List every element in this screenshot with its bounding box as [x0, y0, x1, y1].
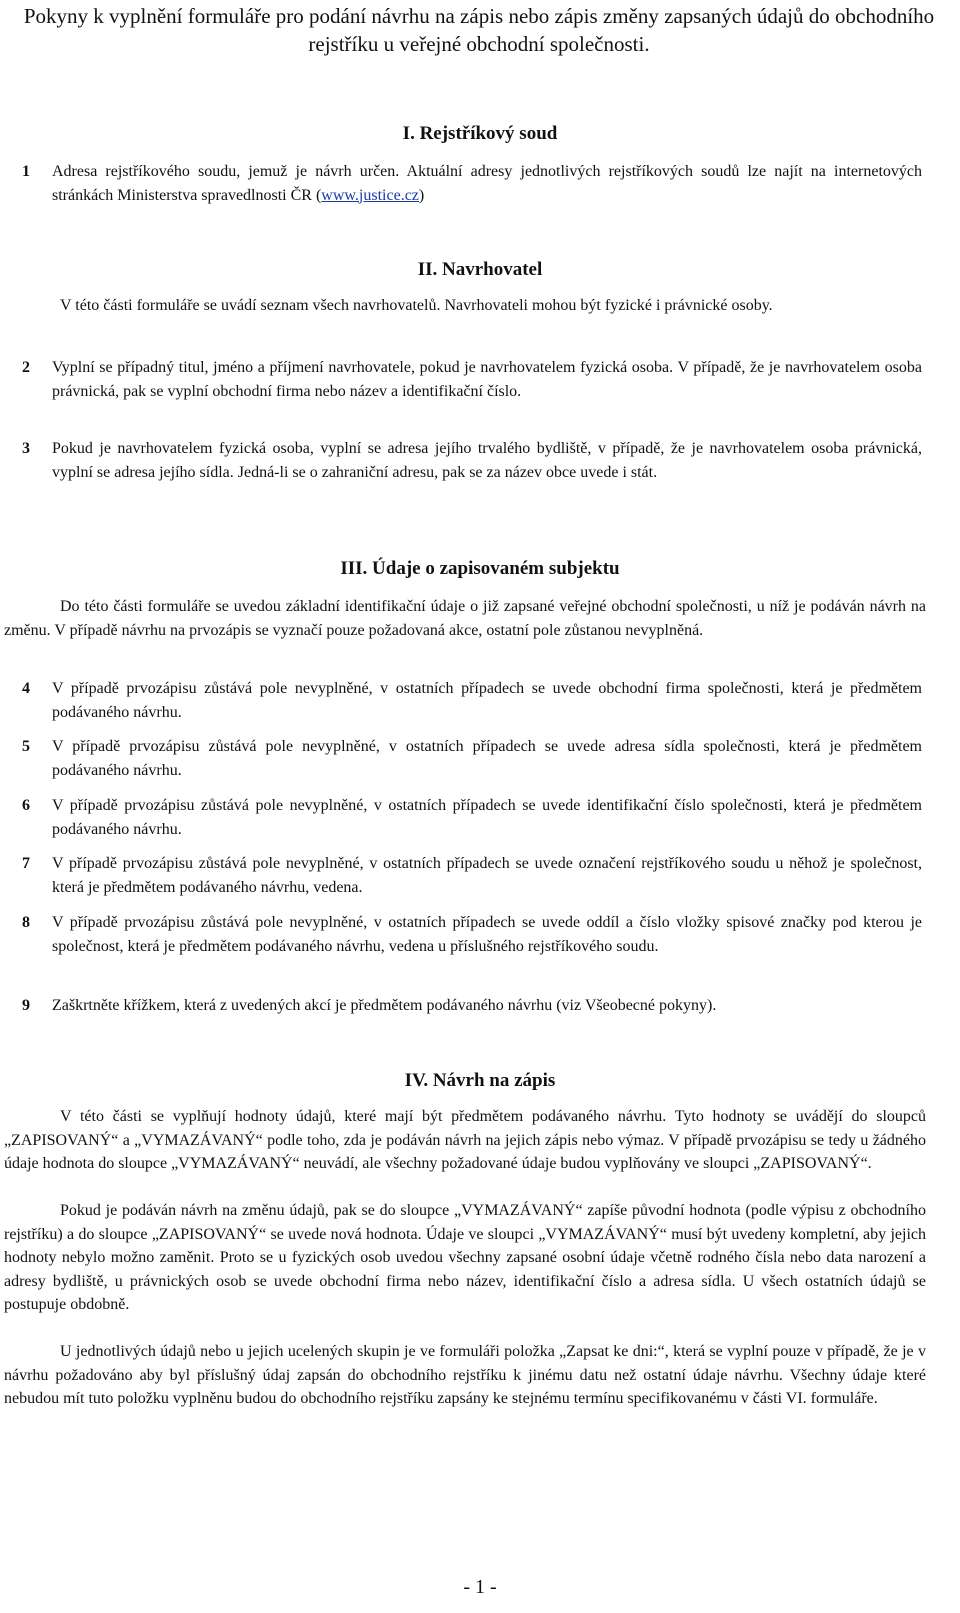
item-number: 7 [22, 855, 30, 872]
justice-link[interactable]: www.justice.cz [321, 186, 419, 204]
section-intro-udaje: Do této části formuláře se uvedou základní identifikační údaje o již zapsané veřejné obchodní společnosti, u níž je podáván návrh na změnu. V případě návrhu na prvozápis se vyznačí pouze požadovaná akce, ostatní pole zůstanou nevyplněná. [4, 598, 926, 639]
item-number: 9 [22, 997, 30, 1014]
item-text-8: V případě prvozápisu zůstává pole nevyplněné, v ostatních případech se uvede oddíl a číslo vložky spisové značky pod kterou je společnost, která je předmětem podávaného návrhu, vedena u příslušného rejstříkového soudu. [52, 914, 922, 955]
item-text-4: V případě prvozápisu zůstává pole nevyplněné, v ostatních případech se uvede obchodní firma společnosti, která je předmětem podávaného návrhu. [52, 680, 922, 721]
paragraph-2: Pokud je podáván návrh na změnu údajů, pak se do sloupce „VYMAZÁVANÝ“ zapíše původní hodnota (podle výpisu z obchodního rejstříku) a do sloupce „ZAPISOVANÝ“ se uvede nová hodnota. Údaje ve sloupci „VYMAZÁVANÝ“ musí být uvedeny kompletní, aby jejich hodnoty nebylo možno zaměnit. Proto se u fyzických osob uvedou všechny zapsané osobní údaje včetně rodného čísla nebo data narození a adresy bydliště, u právnických osob se uvede obchodní firma nebo název, identifikační číslo a adresa sídla. U všech ostatních údajů se postupuje obdobně. [4, 1202, 926, 1313]
item-text-6: V případě prvozápisu zůstává pole nevyplněné, v ostatních případech se uvede identifikační číslo společnosti, která je předmětem podávaného návrhu. [52, 797, 922, 838]
item-text-3: Pokud je navrhovatelem fyzická osoba, vyplní se adresa jejího trvalého bydliště, v případě, že je navrhovatelem osoba právnická, vyplní se adresa jejího sídla. Jedná-li se o zahraniční adresu, pak se za název obce uvede i stát. [52, 440, 922, 481]
section-heading-udaje: III. Údaje o zapisovaném subjektu [340, 558, 620, 579]
item-number: 1 [22, 163, 30, 180]
section-heading-navrh-na-zapis: IV. Návrh na zápis [404, 1070, 556, 1091]
item-text-9: Zaškrtněte křížkem, která z uvedených akcí je předmětem podávaného návrhu (viz Všeobecné pokyny). [52, 997, 717, 1014]
item-number: 6 [22, 797, 30, 814]
paragraph-3: U jednotlivých údajů nebo u jejich ucelených skupin je ve formuláři položka „Zapsat ke dni:“, která se vyplní pouze v případě, že je v návrhu požadováno aby byl příslušný údaj zapsán do obchodního rejstříku k jinému datu než ostatní údaje návrhu. Všechny údaje které nebudou mít tuto položku vyplněnu budou do obchodního rejstříku zapsány ke stejnému termínu specifikovanému v části VI. formuláře. [4, 1343, 926, 1407]
page-number: - 1 - [463, 1576, 497, 1598]
item-number: 8 [22, 914, 30, 931]
document-title: Pokyny k vyplnění formuláře pro podání návrhu na zápis nebo zápis změny zapsaných údajů do obchodního rejstříku u veřejné obchodní společnosti. [23, 4, 935, 56]
section-heading-rejstrikovy-soud: I. Rejstříkový soud [402, 123, 558, 144]
item-text-7: V případě prvozápisu zůstává pole nevyplněné, v ostatních případech se uvede označení rejstříkového soudu u něhož je společnost, která je předmětem podávaného návrhu, vedena. [52, 855, 922, 896]
item-text-2: Vyplní se případný titul, jméno a příjmení navrhovatele, pokud je navrhovatelem fyzická osoba. V případě, že je navrhovatelem osoba právnická, pak se vyplní obchodní firma nebo název a identifikační číslo. [52, 359, 922, 400]
item-number: 3 [22, 440, 30, 457]
item-text-5: V případě prvozápisu zůstává pole nevyplněné, v ostatních případech se uvede adresa sídla společnosti, která je předmětem podávaného návrhu. [52, 738, 922, 779]
item-number: 2 [22, 359, 30, 376]
section-heading-navrhovatel: II. Navrhovatel [417, 259, 543, 280]
paragraph-1: V této části se vyplňují hodnoty údajů, které mají být předmětem podávaného návrhu. Tyto hodnoty se uvádějí do sloupců „ZAPISOVANÝ“ a „VYMAZÁVANÝ“ podle toho, zda je podáván návrh na jejich zápis nebo výmaz. V případě prvozápisu se tedy u žádného údaje hodnota do sloupce „VYMAZÁVANÝ“ neuvádí, ale všechny požadované údaje budou vyplňovány ve sloupci „ZAPISOVANÝ“. [4, 1108, 926, 1172]
item-number: 5 [22, 738, 30, 755]
item-number: 4 [22, 680, 30, 697]
item-text-1: Adresa rejstříkového soudu, jemuž je návrh určen. Aktuální adresy jednotlivých rejstříkových soudů lze najít na internetových stránkách Ministerstva spravedlnosti ČR (www.justice.cz) [52, 163, 922, 204]
section-intro-navrhovatel: V této části formuláře se uvádí seznam všech navrhovatelů. Navrhovateli mohou být fyzické i právnické osoby. [60, 297, 773, 314]
